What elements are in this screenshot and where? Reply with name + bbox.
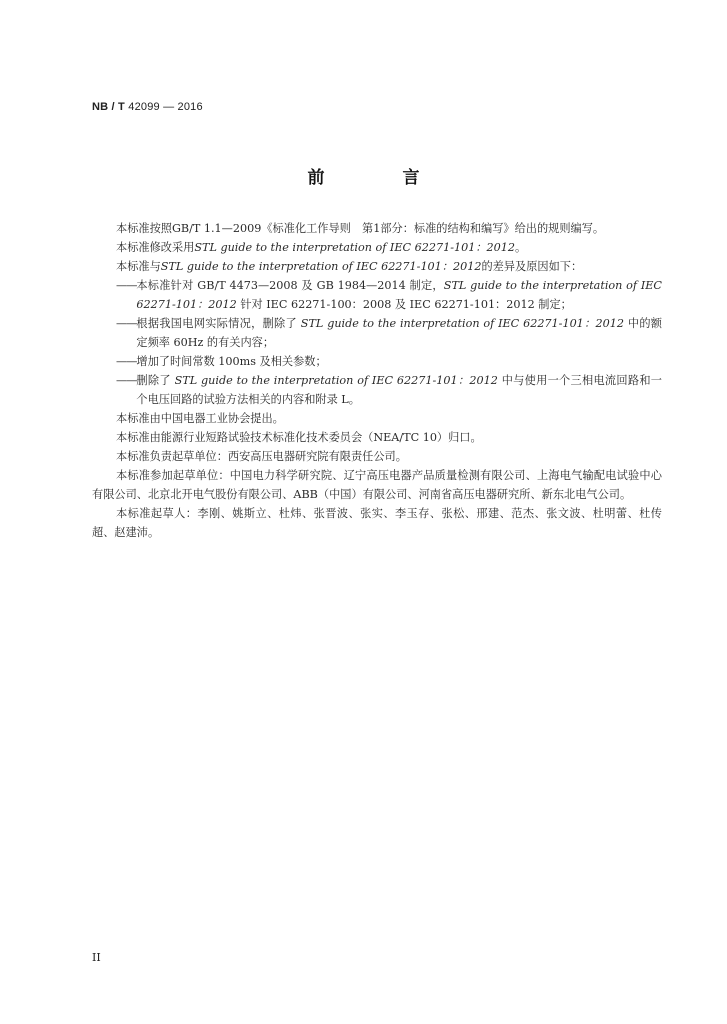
adoption-source-title: STL guide to the interpretation of IEC 62271-101：2012 [194, 241, 516, 254]
paragraph-lead-drafter: 本标准负责起草单位：西安高压电器研究院有限责任公司。 [116, 450, 407, 463]
adoption-text: 本标准修改采用 [116, 241, 195, 254]
item4-source-title: STL guide to the interpretation of IEC 62271-101：2012 [174, 374, 498, 387]
paragraph-proposer: 本标准由中国电器工业协会提出。 [116, 412, 284, 425]
differences-text-end: 的差异及原因如下： [481, 260, 583, 273]
adoption-end: 。 [515, 241, 527, 254]
standard-number [92, 101, 203, 113]
item4-text-end: 中与使用一个三相电流回路和一个电压回路的试验方法相关的内容和附录 L。 [136, 374, 662, 406]
differences-text-start: 本标准与 [116, 260, 161, 273]
item1-text-start: 本标准针对 GB/T 4473—2008 及 GB 1984—2014 制定， [136, 279, 444, 292]
paragraph-drafters: 本标准起草人：李刚、姚斯立、杜炜、张晋波、张实、李玉存、张松、邢建、范杰、张文波、杜明蕾、杜传超、赵建沛。 [92, 507, 662, 539]
difference-item-1 [116, 276, 662, 314]
dash-marker: —— [116, 279, 137, 292]
paragraph-participating-drafters: 本标准参加起草单位：中国电力科学研究院、辽宁高压电器产品质量检测有限公司、上海电气输配电试验中心有限公司、北京北开电气股份有限公司、ABB（中国）有限公司、河南省高压电器研究所、新东北电气公司。 [92, 469, 662, 501]
dash-marker: —— [116, 374, 137, 387]
item1-text-end: 针对 IEC 62271-100：2008 及 IEC 62271-101：2012 制定； [236, 298, 572, 311]
dash-marker: —— [116, 355, 137, 368]
paragraph-committee: 本标准由能源行业短路试验技术标准化技术委员会（NEA/TC 10）归口。 [116, 431, 482, 444]
standard-code: 42099 — 2016 [128, 101, 203, 113]
page-number: II [92, 951, 101, 964]
section-title: 前 言 [307, 168, 456, 188]
item2-text-end: 中的额定频率 60Hz 的有关内容； [136, 317, 662, 349]
standard-prefix: NB / T [92, 101, 125, 113]
difference-item-2 [116, 314, 662, 352]
item4-text-start: 删除了 [136, 374, 175, 387]
item1-source-title: STL guide to the interpretation of IEC 62271-101：2012 [136, 279, 662, 311]
paragraph-adoption [92, 238, 662, 257]
item2-source-title: STL guide to the interpretation of IEC 62271-101：2012 [300, 317, 625, 330]
difference-item-4 [116, 371, 662, 409]
difference-item-3 [116, 352, 662, 371]
paragraph-differences-intro [92, 257, 662, 276]
differences-source-title: STL guide to the interpretation of IEC 62271-101：2012 [160, 260, 482, 273]
item2-text-start: 根据我国电网实际情况，删除了 [136, 317, 301, 330]
dash-marker: —— [116, 317, 137, 330]
foreword-body [92, 219, 662, 542]
item3-text: 增加了时间常数 100ms 及相关参数； [136, 355, 327, 368]
paragraph-drafting-rules: 本标准按照GB/T 1.1—2009《标准化工作导则 第1部分：标准的结构和编写》给出的规则编写。 [116, 222, 605, 235]
